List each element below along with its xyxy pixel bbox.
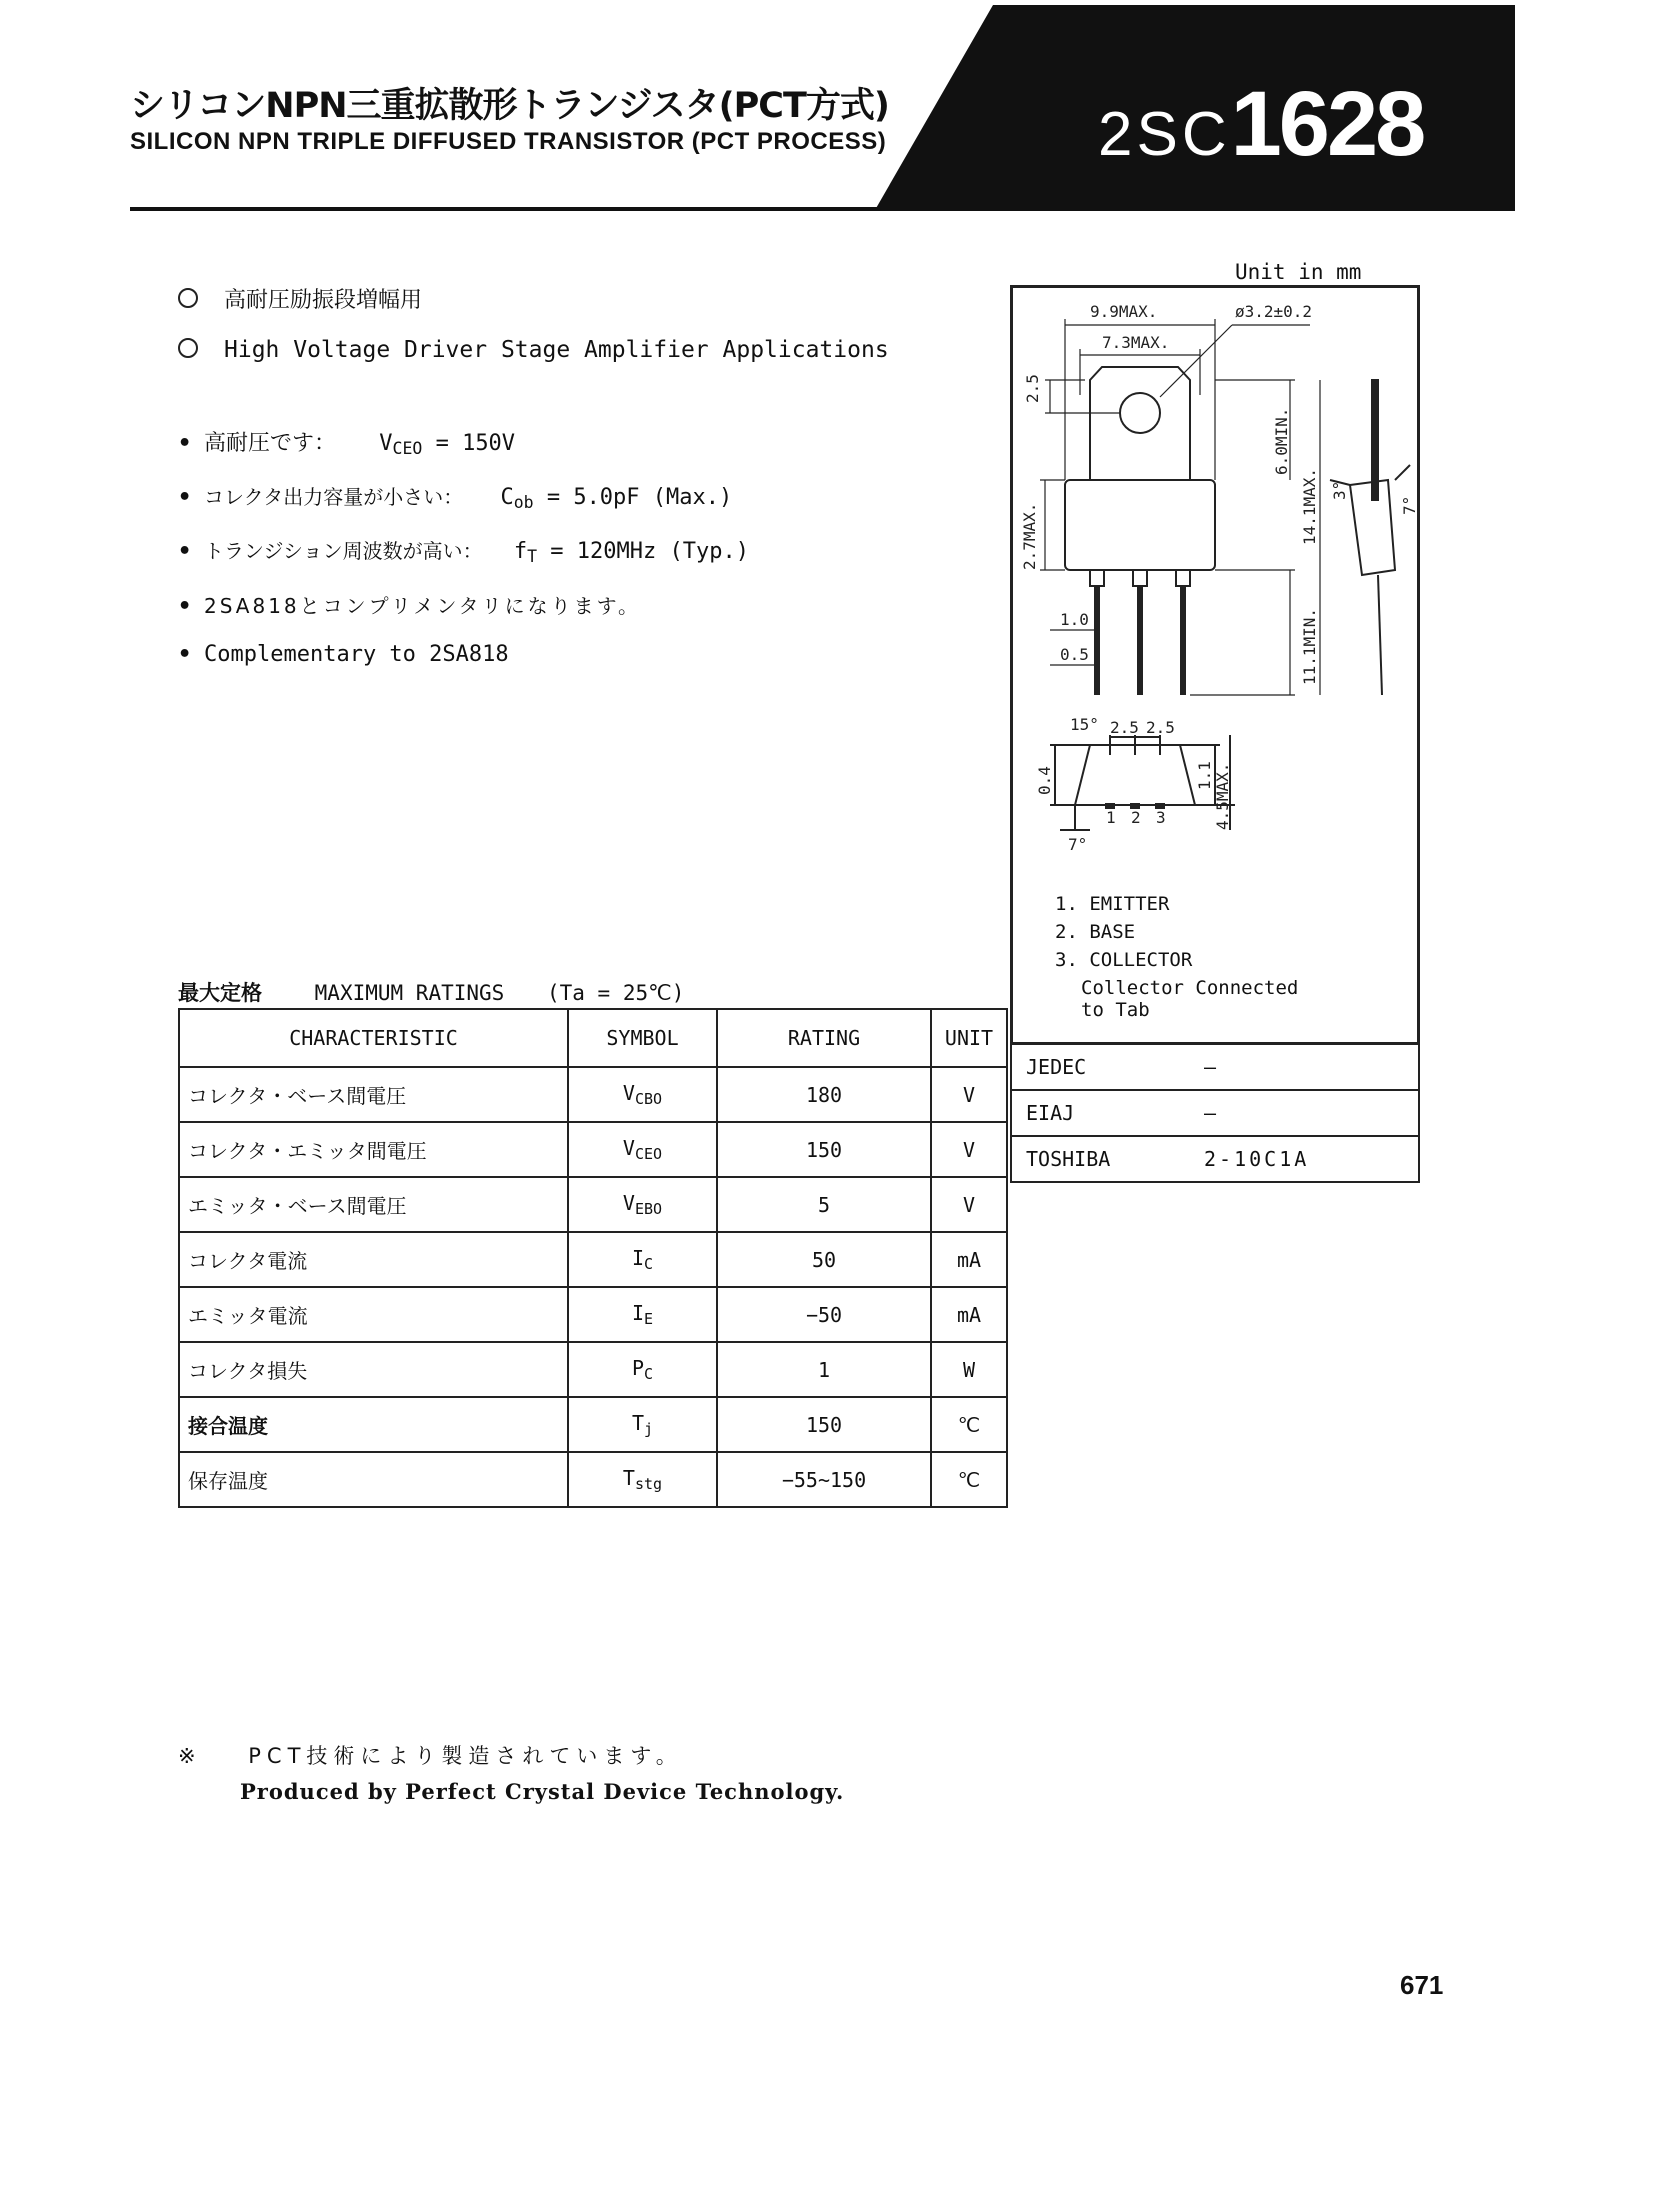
dim-lead-length: 11.1MIN. [1300, 607, 1319, 685]
table-row: エミッタ・ベース間電圧 $V_{EBO}$ 5 V [179, 1177, 1007, 1232]
package-drawing [1010, 285, 1420, 885]
dim-hole: ø3.2±0.2 [1235, 302, 1313, 321]
ratings-title: 最大定格 MAXIMUM RATINGS (Ta = 25℃) [178, 981, 685, 1005]
title-english: SILICON NPN TRIPLE DIFFUSED TRANSISTOR (PCT PROCESS) [130, 128, 887, 155]
standard-value: — [1190, 1090, 1419, 1136]
title-block [0, 0, 1660, 215]
column-header: UNIT [931, 1009, 1007, 1067]
tab-outline [1090, 367, 1190, 480]
dim-lead-thickness: 0.5 [1060, 645, 1089, 664]
dim-pitch-2: 2.5 [1146, 718, 1175, 737]
pin-1: 1. EMITTER [1055, 893, 1170, 915]
title-japanese: シリコンNPN三重拡散形トランジスタ(PCT方式) [130, 86, 889, 126]
table-row [1011, 1044, 1419, 1090]
pin-label-3: 3 [1156, 808, 1166, 827]
dim-hole-offset: 2.5 [1023, 374, 1042, 403]
reference-mark: ※ [178, 1744, 196, 1768]
table-row: コレクタ・エミッタ間電圧 $V_{CEO}$ 150 V [179, 1122, 1007, 1177]
dim-thickness: 1.1 [1195, 761, 1214, 790]
column-header: RATING [717, 1009, 931, 1067]
table-row: 接合温度 $T_j$ 150 ℃ [179, 1397, 1007, 1452]
pin-3: 3. COLLECTOR [1055, 949, 1193, 971]
bullet-icon: • [178, 485, 192, 510]
pin-note: Collector Connected [1081, 977, 1299, 999]
pin-2: 2. BASE [1055, 921, 1136, 943]
table-row: コレクタ電流 $I_C$ 50 mA [179, 1232, 1007, 1287]
standard-name: JEDEC [1011, 1044, 1190, 1090]
standard-value: 2-10C1A [1190, 1136, 1419, 1182]
header-rule [130, 207, 1515, 211]
pin-label-1: 1 [1106, 808, 1116, 827]
page-number: 671 [1400, 1970, 1444, 2000]
circle-bullet-icon [178, 288, 198, 308]
feature-item: • 高耐圧です： $V_{CEO} = 150V$ [178, 431, 516, 458]
package-standards-table [1010, 1043, 1420, 1183]
feature-item: • Complementary to 2SA818 [178, 642, 509, 667]
application-en: High Voltage Driver Stage Amplifier Applications [178, 337, 889, 363]
feature-item: • コレクタ出力容量が小さい： $C_{ob} = 5.0pF$ (Max.) [178, 485, 733, 512]
part-digits: 1628 [1230, 73, 1424, 175]
dim-angle-b: 7° [1400, 495, 1419, 515]
bullet-icon: • [178, 539, 192, 564]
pin-note-2: to Tab [1081, 999, 1150, 1021]
lead-base [1137, 585, 1143, 695]
standard-value: — [1190, 1044, 1419, 1090]
unit-note: Unit in mm [1235, 260, 1362, 284]
dim-angle-d: 7° [1068, 835, 1088, 854]
lead-emitter [1094, 585, 1100, 695]
pin-label-2: 2 [1131, 808, 1141, 827]
dim-depth: 4.5MAX. [1213, 762, 1232, 830]
table-row: 保存温度 $T_{stg}$ −55~150 ℃ [179, 1452, 1007, 1507]
bullet-icon: • [178, 594, 192, 619]
part-number [1098, 72, 1423, 177]
footer-note-en: Produced by Perfect Crystal Device Technology. [240, 1779, 845, 1804]
circle-bullet-icon [178, 338, 198, 358]
dim-body-height: 2.7MAX. [1020, 502, 1039, 570]
dim-lead-width: 1.0 [1060, 610, 1089, 629]
table-row: コレクタ・ベース間電圧 $V_{CBO}$ 180 V [179, 1067, 1007, 1122]
bullet-icon: • [178, 431, 192, 456]
lead-collector [1180, 585, 1186, 695]
dim-angle-a: 3° [1330, 480, 1349, 500]
table-row [1011, 1090, 1419, 1136]
column-header: CHARACTERISTIC [179, 1009, 568, 1067]
dim-step: 0.4 [1035, 766, 1054, 795]
standard-name: TOSHIBA [1011, 1136, 1190, 1182]
dim-angle-c: 15° [1070, 715, 1099, 734]
application-jp: 高耐圧励振段増幅用 [178, 283, 422, 314]
footer-note-jp: PCT技術により製造されています。 [248, 1744, 683, 1768]
pin-list [1055, 890, 1298, 1024]
footer-note [178, 1738, 844, 1810]
part-prefix: 2SC [1098, 100, 1231, 169]
column-header: SYMBOL [568, 1009, 717, 1067]
mounting-hole [1120, 393, 1160, 433]
dim-tab-length: 6.0MIN. [1272, 407, 1291, 475]
table-row: エミッタ電流 $I_E$ −50 mA [179, 1287, 1007, 1342]
standard-name: EIAJ [1011, 1090, 1190, 1136]
dim-tab-width: 7.3MAX. [1102, 333, 1170, 352]
body-outline [1065, 480, 1215, 570]
feature-item: • 2SA818とコンプリメンタリになります。 [178, 594, 642, 619]
feature-item: • トランジション周波数が高い： $f_T = 120MHz$ (Typ.) [178, 539, 749, 566]
dim-pitch-1: 2.5 [1110, 718, 1139, 737]
bullet-icon: • [178, 642, 192, 667]
dim-width-max: 9.9MAX. [1090, 302, 1158, 321]
table-header-row [179, 1009, 1007, 1067]
ratings-table [178, 1008, 1008, 1508]
dim-overall-height: 14.1MAX. [1300, 467, 1319, 545]
table-row: コレクタ損失 $P_C$ 1 W [179, 1342, 1007, 1397]
table-row [1011, 1136, 1419, 1182]
